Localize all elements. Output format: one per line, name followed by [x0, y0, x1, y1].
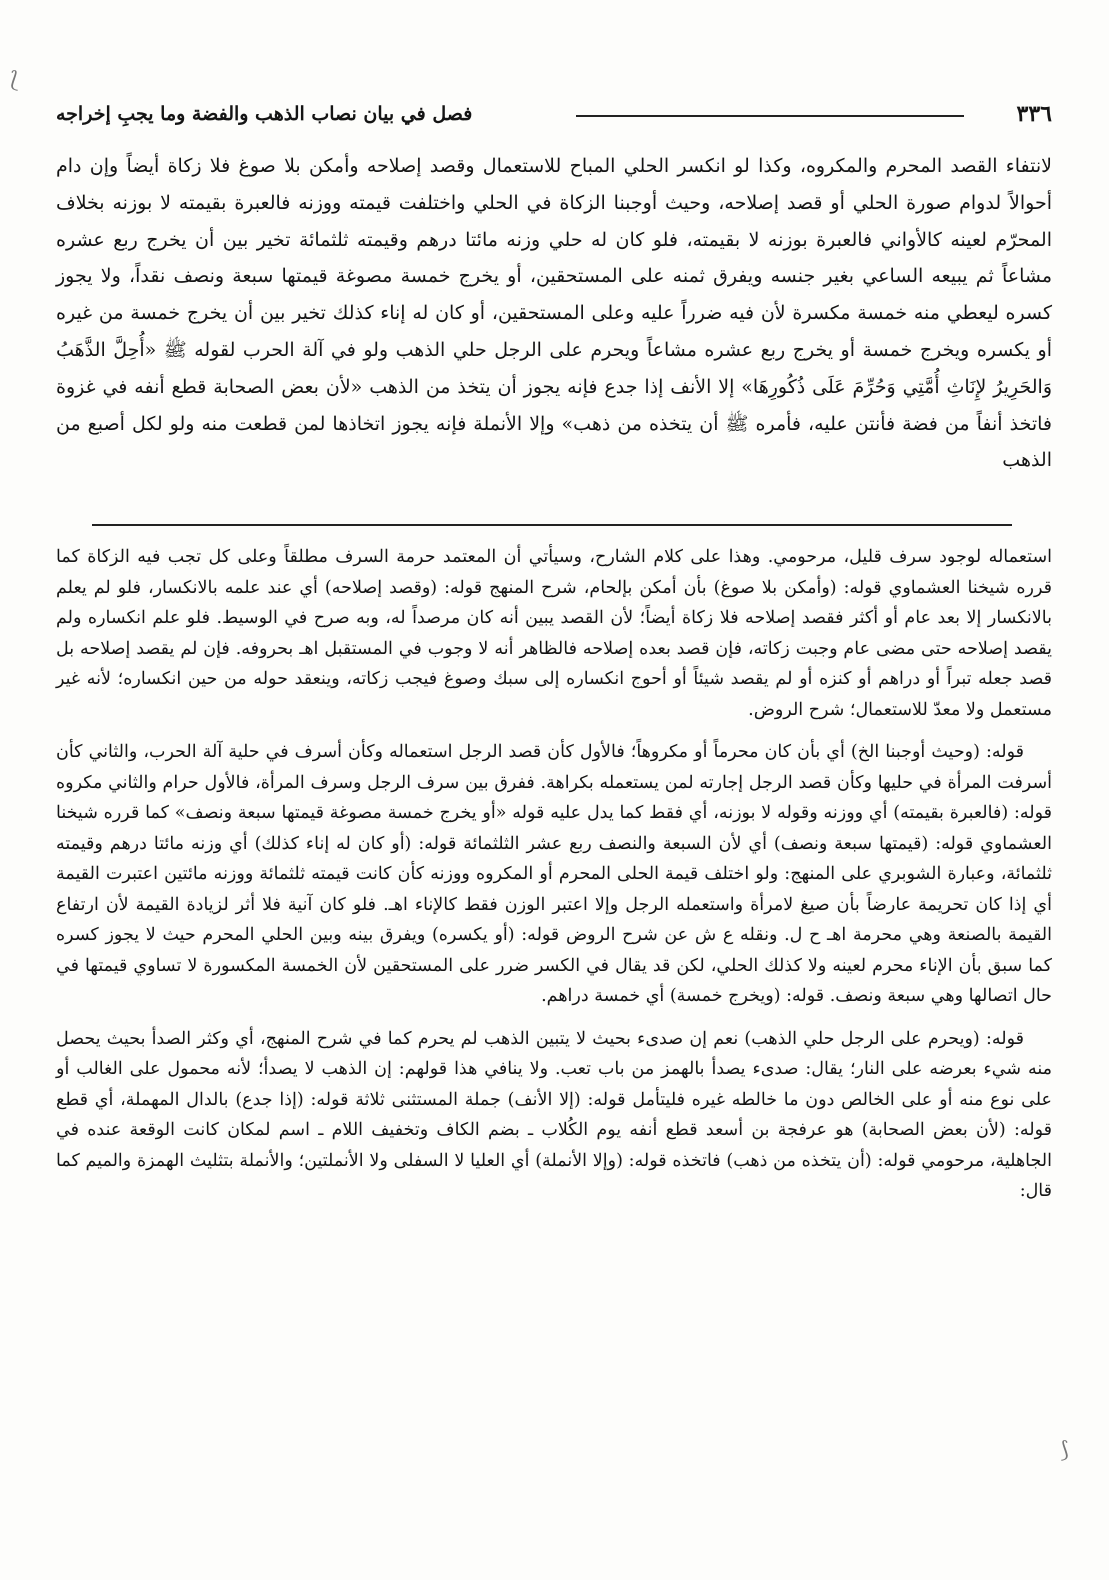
- main-text: [56, 148, 1052, 479]
- commentary-paragraph: قوله: (ويحرم على الرجل حلي الذهب) نعم إن صدىء بحيث لا يتبين الذهب لم يحرم كما في شرح المنهج، أي وكثر الصدأ بحيث يحصل منه شيء بعرضه على النار؛ يقال: صدىء يصدأ بالهمز من باب تعب. ولا ينافي هذا قولهم: إن الذهب لا يصدأ؛ لأنه محمول على الغالب أو على نوع منه أو على الخالص دون ما خالطه غيره فليتأمل قوله: (إلا الأنف) جملة المستثنى ثلاثة قوله: (إذا جدع) بالدال المهملة، أي قطع قوله: (لأن بعض الصحابة) هو عرفجة بن أسعد قطع أنفه يوم الكُلاب ـ بضم الكاف وتخفيف اللام ـ اسم لمكان كانت الوقعة عنده في الجاهلية، مرحومي قوله: (أن يتخذه من ذهب) فاتخذه قوله: (وإلا الأنملة) أي العليا لا السفلى ولا الأنملتين؛ والأنملة بتثليث الهمزة والميم كما قال:: [56, 1028, 1052, 1201]
- commentary-paragraph: قوله: (وحيث أوجبنا الخ) أي بأن كان محرماً أو مكروهاً؛ فالأول كأن قصد الرجل استعماله وكأن أسرف في حلية آلة الحرب، والثاني كأن أسرفت المرأة في حليها وكأن قصد الرجل إجارته لمن يستعمله بكراهة. ففرق بين سرف الرجل وسرف المرأة، فالأول حرام والثاني مكروه قوله: (فالعبرة بقيمته) أي ووزنه وقوله لا بوزنه، أي فقط كما يدل عليه قوله «أو يخرج خمسة مصوغة قيمتها سبعة ونصف» كما قرره شيخنا العشماوي قوله: (قيمتها سبعة ونصف) أي لأن السبعة والنصف ربع عشر الثلثمائة قوله: (أو كان له إناء كذلك) أي وزنه مائتا درهم وقيمته ثلثمائة، وعبارة الشوبري على المنهج: ولو اختلف قيمة الحلى المحرم أو المكروه ووزنه كأن كانت قيمته ثلثمائة ووزنه مائتين اعتبرت القيمة أي إذا كان تحريمة عارضاً بأن صيغ لامرأة واستعمله الرجل وإلا اعتبر الوزن فقط كالإناء اهـ. فلو كان آنية فلا أثر لزيادة القيمة لأن ارتفاع القيمة بالصنعة وهي محرمة اهـ ح ل. ونقله ع ش عن شرح الروض قوله: (أو يكسره) ويفرق بينه وبين الحلي المحرم حيث لا يجوز كسره كما سبق بأن الإناء محرم لعينه ولا كذلك الحلي، لكن قد يقال في الكسر ضرر على المستحقين لأن الخمسة المكسورة لا تساوي قيمتها في حال اتصالها وهي سبعة ونصف. قوله: (ويخرج خمسة) أي خمسة دراهم.: [56, 742, 1052, 1006]
- commentary-paragraph: استعماله لوجود سرف قليل، مرحومي. وهذا على كلام الشارح، وسيأتي أن المعتمد حرمة السرف مطلقاً وعلى كل تجب فيه الزكاة كما قرره شيخنا العشماوي قوله: (وأمكن بلا صوغ) بأن أمكن بإلحام، شرح المنهج قوله: (وقصد إصلاحه) أي عند علمه بالانكسار، فلو لم يعلم بالانكسار إلا بعد عام أو أكثر فقصد إصلاحه فلا زكاة أيضاً؛ لأن القصد يبين أنه كان مرصداً له، وبه صرح في الوسيط. فلو علم انكساره ولم يقصد إصلاحه حتى مضى عام وجبت زكاته، فإن قصد بعده إصلاحه فالظاهر أنه لا وجوب في المستقبل اهـ بحروفه. فإن لم يقصد إصلاحه بل قصد جعله تبراً أو دراهم أو كنزه أو لم يقصد شيئاً أو أحوج انكساره إلى سبك وصوغ فيجب زكاته، وينعقد حوله من حين انكساره؛ لأنه غير مستعمل ولا معدّ للاستعمال؛ شرح الروض.: [56, 547, 1052, 720]
- footnote-rule: [92, 524, 1012, 526]
- commentary: [56, 542, 1052, 1219]
- main-text-paragraph: لانتفاء القصد المحرم والمكروه، وكذا لو انكسر الحلي المباح للاستعمال وقصد إصلاحه وأمكن بلا صوغ فلا زكاة أيضاً وإن دام أحوالاً لدوام صورة الحلي أو قصد إصلاحه، وحيث أوجبنا الزكاة في الحلي واختلفت قيمته ووزنه فالعبرة بقيمته لا بوزنه بخلاف المحرّم لعينه كالأواني فالعبرة بوزنه لا بقيمته، فلو كان له حلي وزنه مائتا درهم وقيمته ثلثمائة تخير بين أن يخرج ربع عشره مشاعاً ثم يبيعه الساعي بغير جنسه ويفرق ثمنه على المستحقين، أو يخرج خمسة مصوغة قيمتها سبعة ونصف نقداً، ولا يجوز كسره ليعطي منه خمسة مكسرة لأن فيه ضرراً عليه وعلى المستحقين، أو كان له إناء كذلك تخير بين أن يخرج خمسة من غيره أو يكسره ويخرج خمسة أو يخرج ربع عشره مشاعاً ويحرم على الرجل حلي الذهب ولو في آلة الحرب لقوله ﷺ «أُحِلَّ الذَّهَبُ وَالحَرِيرُ لإِنَاثِ أُمَّتِي وَحُرِّمَ عَلَى ذُكُورِهَا» إلا الأنف إذا جدع فإنه يجوز أن يتخذ من الذهب «لأن بعض الصحابة قطع أنفه في غزوة فاتخذ أنفاً من فضة فأنتن عليه، فأمره ﷺ أن يتخذه من ذهب» وإلا الأنملة فإنه يجوز اتخاذها لمن قطعت منه ولو لكل أصبع من الذهب: [56, 155, 1052, 472]
- page-number: ٣٣٦: [1016, 101, 1052, 127]
- header-rule: [576, 115, 964, 117]
- page-header: [56, 100, 1052, 130]
- margin-scan-mark: ⟅: [10, 68, 19, 93]
- margin-scan-mark: ⟆: [1060, 1438, 1069, 1463]
- chapter-title: فصل في بيان نصاب الذهب والفضة وما يجبِ إخراجه: [56, 103, 473, 125]
